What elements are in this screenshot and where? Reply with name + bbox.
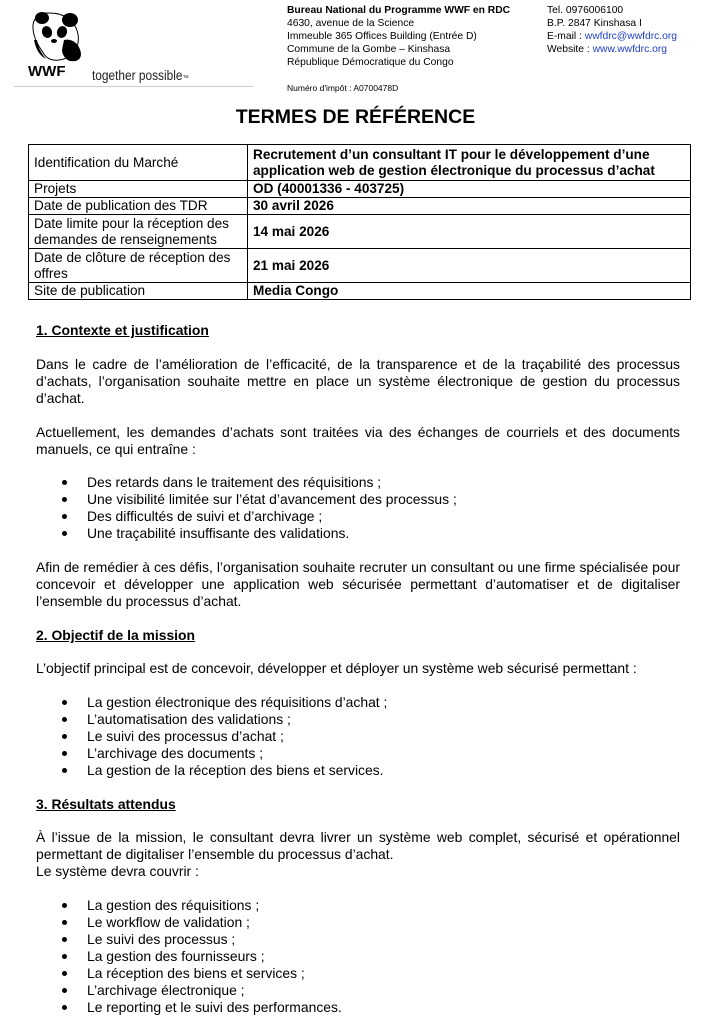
table-row (29, 198, 691, 215)
address-line: Immeuble 365 Offices Building (Entrée D) (287, 31, 477, 42)
contact-info (547, 4, 677, 56)
table-label-cell: Date de publication des TDR (29, 198, 248, 215)
bullet-list (36, 474, 457, 542)
table-row (29, 181, 691, 198)
list-item: Une traçabilité insuffisante des validations. (36, 525, 457, 542)
table-label-cell: Date limite pour la réception des demandes de renseignements (29, 215, 248, 249)
list-item: L’archivage électronique ; (36, 982, 342, 999)
table-row (29, 215, 691, 249)
paragraph: À l’issue de la mission, le consultant devra livrer un système web complet, sécurisé et opérationnel permettant de digitaliser l’ensemble du processus d’achat. (36, 829, 680, 862)
list-item: Le reporting et le suivi des performances. (36, 999, 342, 1016)
website-link[interactable]: www.wwfdrc.org (592, 44, 667, 55)
table-label-cell: Identification du Marché (29, 145, 248, 181)
section-heading: 2. Objectif de la mission (36, 627, 196, 643)
list-item: Des retards dans le traitement des réquisitions ; (36, 474, 457, 491)
address-line: 4630, avenue de la Science (287, 18, 415, 29)
website-line: Website : www.wwfdrc.org (547, 44, 667, 55)
paragraph: Le système devra couvrir : (36, 863, 199, 879)
bullet-list (36, 694, 387, 779)
tagline: together possible™ (92, 68, 189, 83)
list-item: Une visibilité limitée sur l’état d’avancement des processus ; (36, 491, 457, 508)
wwf-logo-block (14, 6, 254, 87)
wwf-logo-text: WWF (28, 63, 66, 80)
paragraph: Afin de remédier à ces défis, l’organisation souhaite recruter un consultant ou une firme spécialisée pour concevoir et développer une application web sécurisée permettant d’automatiser et de digitaliser l’ensemble du processus d’achat. (36, 559, 680, 609)
office-name: Bureau National du Programme WWF en RDC (287, 5, 511, 16)
list-item: La réception des biens et services ; (36, 965, 342, 982)
list-item: L’archivage des documents ; (36, 745, 387, 762)
paragraph: Actuellement, les demandes d’achats sont traitées via des échanges de courriels et des documents manuels, ce qui entraîne : (36, 424, 680, 457)
section-heading: 3. Résultats attendus (36, 796, 176, 812)
table-value-cell: Media Congo (248, 283, 691, 300)
list-item: La gestion des fournisseurs ; (36, 948, 342, 965)
table-label-cell: Projets (29, 181, 248, 198)
list-item: La gestion de la réception des biens et services. (36, 762, 387, 779)
list-item: Le suivi des processus ; (36, 931, 342, 948)
table-label-cell: Date de clôture de réception des offres (29, 249, 248, 283)
email-link[interactable]: wwfdrc@wwfdrc.org (584, 31, 678, 42)
bullet-list (36, 897, 342, 1016)
office-address (287, 4, 510, 69)
table-row (29, 145, 691, 181)
table-row (29, 283, 691, 300)
table-value-cell: 21 mai 2026 (248, 249, 691, 283)
table-value-cell: OD (40001336 - 403725) (248, 181, 691, 198)
table-value-cell: 14 mai 2026 (248, 215, 691, 249)
table-row (29, 249, 691, 283)
postal-box: B.P. 2847 Kinshasa I (547, 18, 642, 29)
paragraph: Dans le cadre de l’amélioration de l’efficacité, de la transparence et de la traçabilité des processus d’achats, l’organisation souhaite mettre en place un système électronique de gestion du processus d’achat. (36, 356, 680, 406)
email-line: E-mail : wwfdrc@wwfdrc.org (547, 31, 678, 42)
table-value-cell: Recrutement d’un consultant IT pour le développement d’une application web de gestion électronique du processus d’achat (248, 145, 691, 181)
list-item: La gestion des réquisitions ; (36, 897, 342, 914)
list-item: Le workflow de validation ; (36, 914, 342, 931)
tax-id: Numéro d'impôt : A0700478D (287, 83, 399, 93)
table-value-cell: 30 avril 2026 (248, 198, 691, 215)
list-item: Le suivi des processus d’achat ; (36, 728, 387, 745)
list-item: L’automatisation des validations ; (36, 711, 387, 728)
list-item: La gestion électronique des réquisitions d’achat ; (36, 694, 387, 711)
paragraph: L’objectif principal est de concevoir, développer et déployer un système web sécurisé permettant : (36, 660, 637, 676)
telephone: Tel. 0976006100 (547, 5, 624, 16)
table-label-cell: Site de publication (29, 283, 248, 300)
panda-logo-icon (26, 10, 88, 62)
page-title: TERMES DE RÉFÉRENCE (235, 106, 476, 128)
list-item: Des difficultés de suivi et d’archivage ; (36, 508, 457, 525)
section-heading: 1. Contexte et justification (36, 322, 209, 338)
address-line: République Démocratique du Congo (287, 57, 454, 68)
identification-table (28, 144, 691, 300)
address-line: Commune de la Gombe – Kinshasa (287, 44, 451, 55)
